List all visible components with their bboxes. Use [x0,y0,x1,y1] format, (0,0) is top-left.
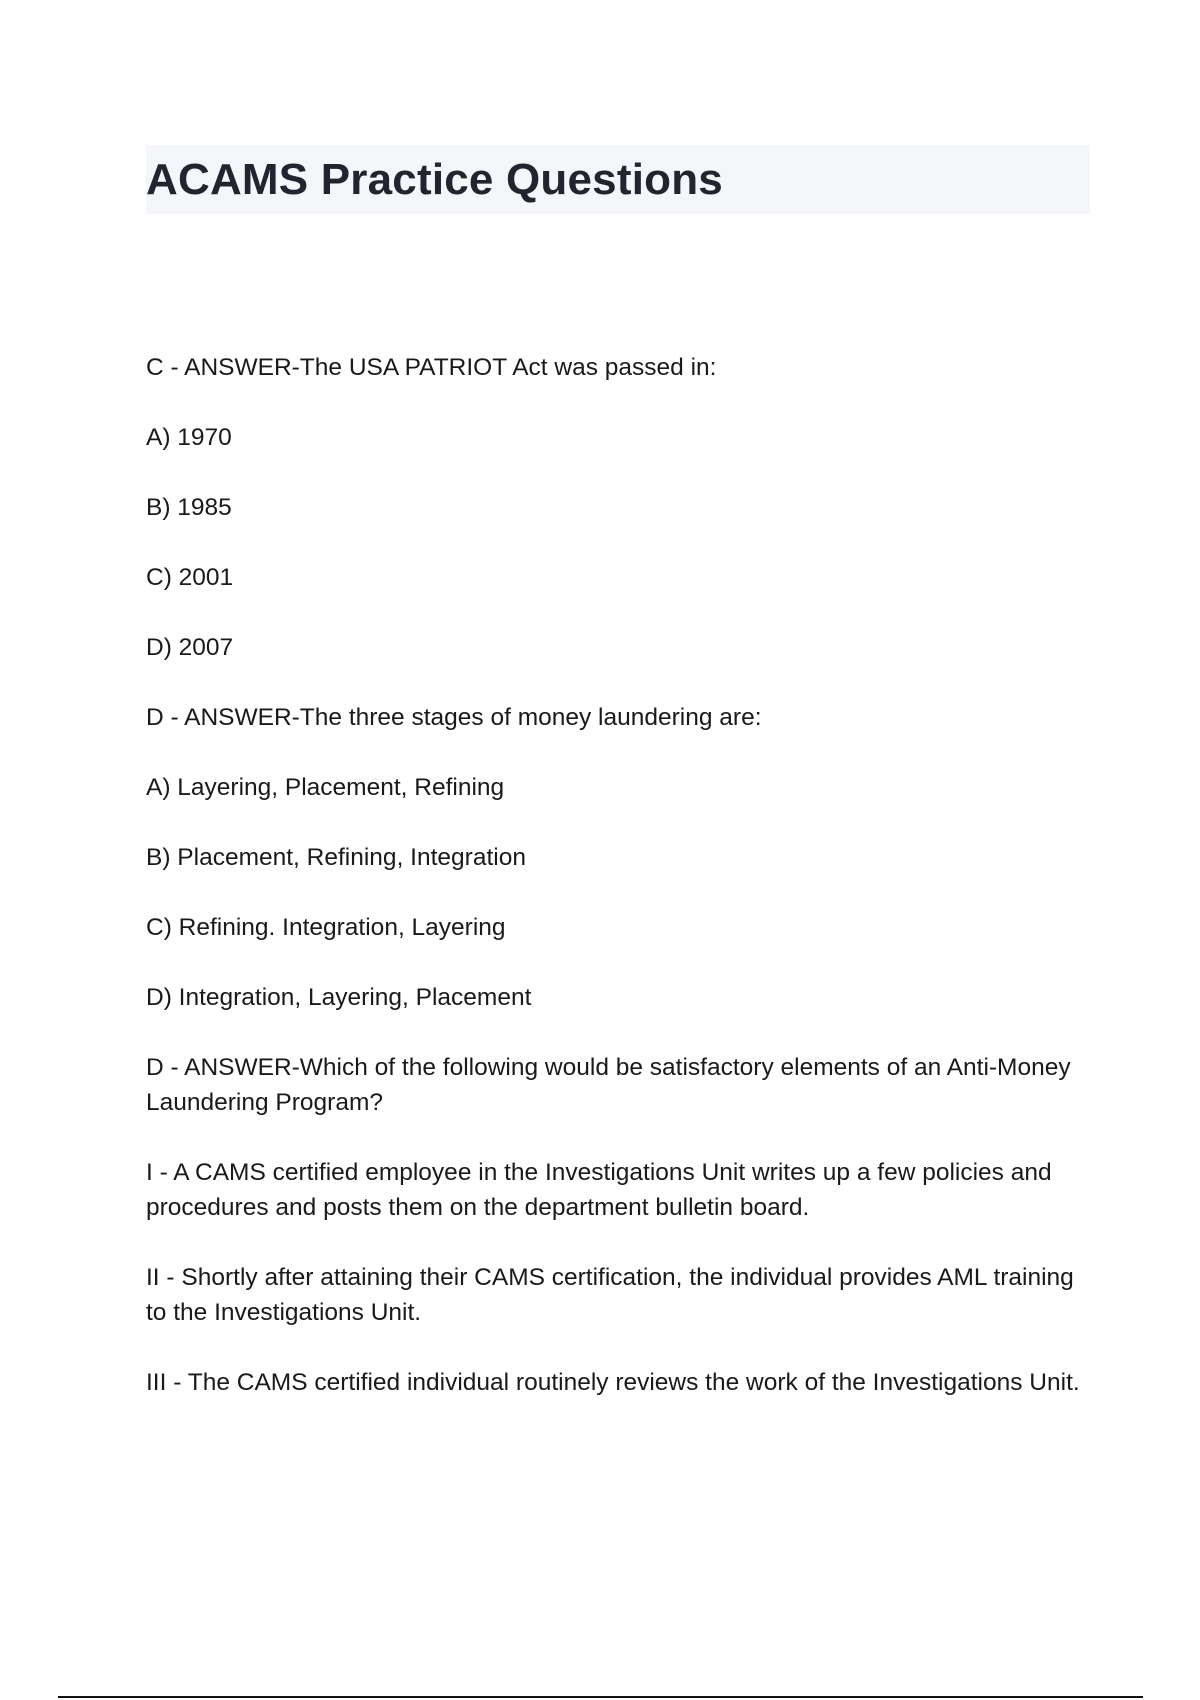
document-body [146,350,1090,1435]
question-2-answer-prompt: D - ANSWER-The three stages of money laundering are: [146,704,762,731]
footer-divider [58,1696,1143,1698]
question-1-answer-prompt: C - ANSWER-The USA PATRIOT Act was passed in: [146,354,717,381]
question-1-option-d: D) 2007 [146,634,234,661]
title-band [146,145,1090,214]
question-2-option-d: D) Integration, Layering, Placement [146,984,532,1011]
question-2-option-a: A) Layering, Placement, Refining [146,774,505,801]
page-title: ACAMS Practice Questions [146,155,723,204]
question-1-option-c: C) 2001 [146,564,234,591]
question-3-statement-iii: III - The CAMS certified individual routinely reviews the work of the Investigations Unit. [146,1369,1080,1396]
question-1-option-a: A) 1970 [146,424,232,451]
question-3-statement-ii: II - Shortly after attaining their CAMS certification, the individual provides AML training to the Investigations Unit. [146,1264,1074,1326]
question-3-statement-i: I - A CAMS certified employee in the Investigations Unit writes up a few policies and procedures and posts them on the department bulletin board. [146,1159,1052,1221]
question-2-option-c: C) Refining. Integration, Layering [146,914,506,941]
question-3-answer-prompt: D - ANSWER-Which of the following would be satisfactory elements of an Anti-Money Laundering Program? [146,1054,1071,1116]
question-1-option-b: B) 1985 [146,494,232,521]
question-2-option-b: B) Placement, Refining, Integration [146,844,526,871]
